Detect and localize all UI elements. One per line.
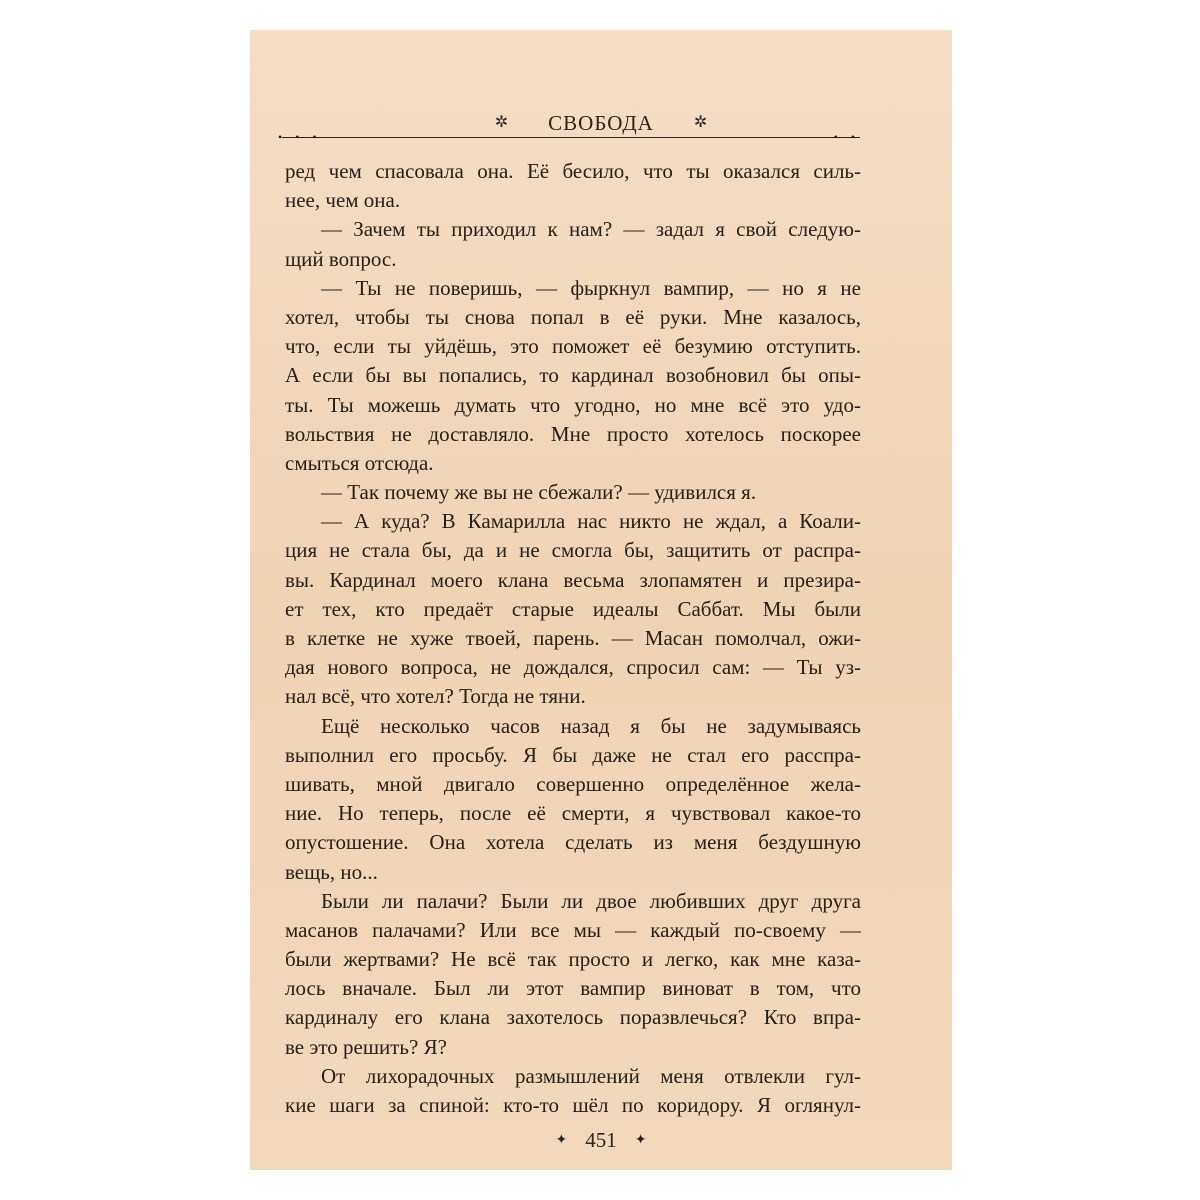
text-line: что, если ты уйдёшь, это поможет её безумию отступить. [285, 334, 861, 359]
text-line: дая нового вопроса, не дождался, спросил сам: — Ты уз- [285, 655, 861, 680]
text-line: масанов палачами? Или все мы — каждый по-своему — [285, 917, 861, 942]
text-line: опустошение. Она хотела сделать из меня бездушную [285, 830, 861, 855]
text-line: нее, чем она. [285, 188, 401, 213]
text-line: — А куда? В Камарилла нас никто не ждал, а Коали- [321, 509, 861, 534]
text-line: в клетке не хуже твоей, парень. — Масан помолчал, ожи- [285, 626, 861, 650]
rule-dots-left-icon: • • • [278, 130, 322, 144]
text-line: — Зачем ты приходил к нам? — задал я свой следую- [321, 217, 861, 242]
text-line: кардиналу его клана захотелось поразвлечься? Кто впра- [285, 1005, 861, 1030]
text-line: ред чем спасовала она. Её бесило, что ты оказался силь- [285, 159, 861, 183]
header-ornament-right-icon: ✲ [693, 114, 708, 131]
body-text [285, 157, 861, 1120]
text-line: вольствия не доставляло. Мне просто хотелось поскорее [285, 421, 861, 446]
text-line: Были ли палачи? Были ли двое любивших друг друга [321, 888, 861, 913]
book-page [250, 30, 952, 1170]
text-line: От лихорадочных размышлений меня отвлекли гул- [321, 1063, 861, 1088]
text-line: ция не стала бы, да и не смогла бы, защитить от распра- [285, 538, 861, 563]
text-line: нал всё, что хотел? Тогда не тяни. [285, 684, 586, 709]
footer-ornament-left-icon: ✦ [555, 1132, 568, 1148]
header-ornament-left-icon: ✲ [494, 114, 509, 131]
text-line: ты. Ты можешь думать что угодно, но мне всё это удо- [285, 392, 861, 417]
text-line: ет тех, кто предаёт старые идеалы Саббат. Мы были [285, 596, 861, 621]
footer-ornament-right-icon: ✦ [634, 1132, 647, 1148]
text-line: кие шаги за спиной: кто-то шёл по коридору. Я оглянул- [285, 1093, 861, 1117]
text-line: щий вопрос. [285, 246, 397, 271]
text-line: лось вначале. Был ли этот вампир виноват в том, что [285, 976, 861, 1001]
text-line: выполнил его просьбу. Я бы даже не стал его расспра- [285, 742, 861, 767]
text-line: А если бы вы попались, то кардинал возобновил бы опы- [285, 363, 861, 388]
page-footer [250, 1125, 952, 1155]
text-line: вы. Кардинал моего клана весьма злопамятен и презира- [285, 567, 861, 592]
text-line: — Так почему же вы не сбежали? — удивился я. [321, 480, 757, 505]
header-rule [282, 137, 860, 138]
page-number: 451 [585, 1127, 617, 1152]
text-line: были жертвами? Не всё так просто и легко, как мне каза- [285, 947, 861, 972]
chapter-title: СВОБОДА [548, 110, 654, 135]
text-line: ние. Но теперь, после её смерти, я чувствовал какое-то [285, 801, 861, 826]
rule-dots-right-icon: • • [833, 130, 860, 144]
text-line: вещь, но... [285, 859, 378, 884]
text-line: ве это решить? Я? [285, 1034, 447, 1059]
text-line: Ещё несколько часов назад я бы не задумываясь [321, 713, 861, 738]
text-line: хотел, чтобы ты снова попал в её руки. Мне казалось, [285, 304, 861, 329]
text-line: смыться отсюда. [285, 450, 434, 475]
text-line: шивать, мной двигало совершенно определённое жела- [285, 771, 861, 796]
text-line: — Ты не поверишь, — фыркнул вампир, — но я не [321, 275, 861, 300]
